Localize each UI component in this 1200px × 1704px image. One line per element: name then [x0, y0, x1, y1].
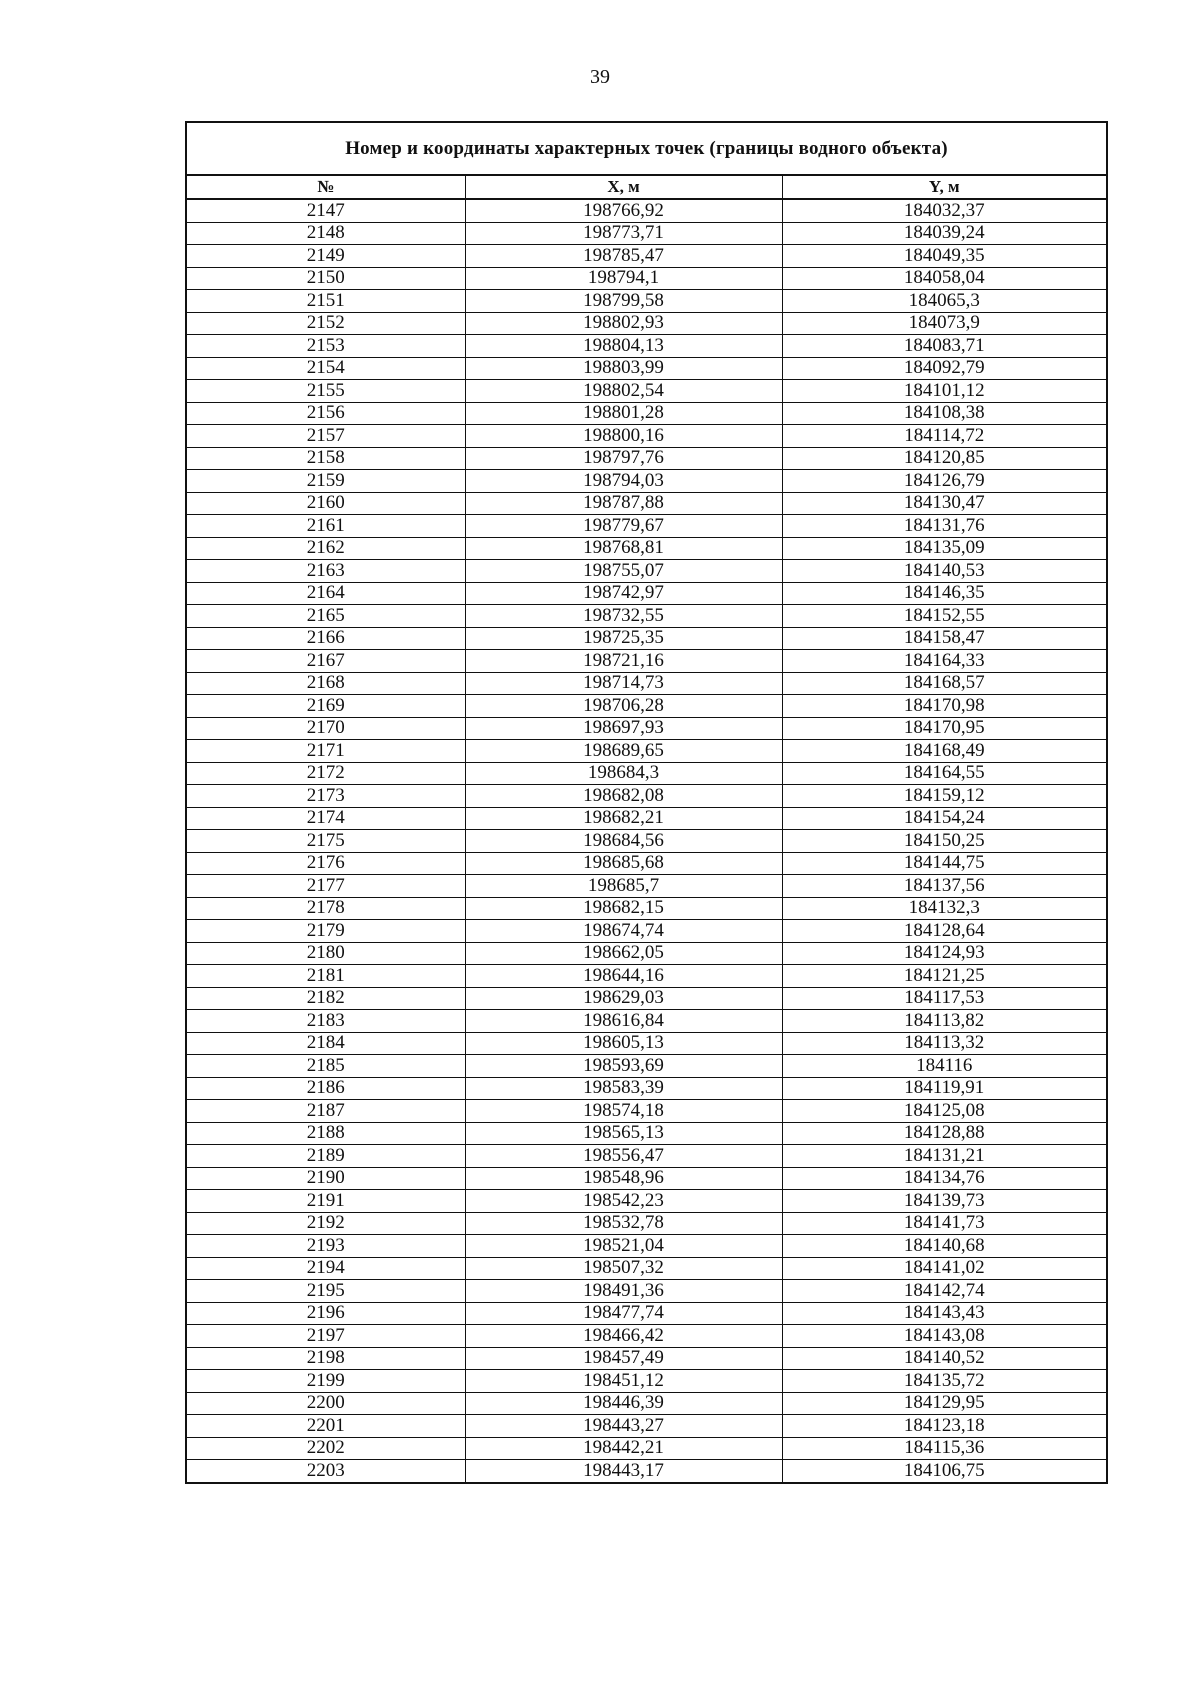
y-coordinate-cell: 184132,3: [782, 897, 1107, 920]
point-number-cell: 2202: [186, 1437, 465, 1460]
point-number-cell: 2159: [186, 470, 465, 493]
point-number-cell: 2183: [186, 1010, 465, 1033]
point-number-cell: 2172: [186, 762, 465, 785]
y-coordinate-cell: 184126,79: [782, 470, 1107, 493]
point-number-cell: 2163: [186, 560, 465, 583]
x-coordinate-cell: 198684,3: [465, 762, 782, 785]
y-coordinate-cell: 184032,37: [782, 199, 1107, 222]
y-coordinate-cell: 184170,95: [782, 717, 1107, 740]
table-row: [186, 627, 1107, 650]
x-coordinate-cell: 198800,16: [465, 425, 782, 448]
point-number-cell: 2177: [186, 875, 465, 898]
y-coordinate-cell: 184139,73: [782, 1190, 1107, 1213]
point-number-cell: 2186: [186, 1077, 465, 1100]
x-coordinate-cell: 198542,23: [465, 1190, 782, 1213]
table-row: [186, 1370, 1107, 1393]
table-row: [186, 762, 1107, 785]
table-row: [186, 807, 1107, 830]
table-row: [186, 740, 1107, 763]
point-number-cell: 2165: [186, 605, 465, 628]
y-coordinate-cell: 184150,25: [782, 830, 1107, 853]
y-coordinate-cell: 184129,95: [782, 1392, 1107, 1415]
table-row: [186, 1460, 1107, 1483]
x-coordinate-cell: 198766,92: [465, 199, 782, 222]
y-coordinate-cell: 184108,38: [782, 402, 1107, 425]
table-body: [186, 199, 1107, 1483]
point-number-cell: 2160: [186, 492, 465, 515]
point-number-cell: 2164: [186, 582, 465, 605]
point-number-cell: 2151: [186, 290, 465, 313]
x-coordinate-cell: 198689,65: [465, 740, 782, 763]
y-coordinate-cell: 184143,08: [782, 1325, 1107, 1348]
x-coordinate-cell: 198574,18: [465, 1100, 782, 1123]
x-coordinate-cell: 198548,96: [465, 1167, 782, 1190]
point-number-cell: 2175: [186, 830, 465, 853]
table-row: [186, 1100, 1107, 1123]
x-coordinate-cell: 198732,55: [465, 605, 782, 628]
point-number-cell: 2170: [186, 717, 465, 740]
y-coordinate-cell: 184143,43: [782, 1302, 1107, 1325]
point-number-cell: 2195: [186, 1280, 465, 1303]
x-coordinate-cell: 198785,47: [465, 245, 782, 268]
x-coordinate-cell: 198532,78: [465, 1212, 782, 1235]
x-coordinate-cell: 198801,28: [465, 402, 782, 425]
y-coordinate-cell: 184141,73: [782, 1212, 1107, 1235]
table-row: [186, 560, 1107, 583]
point-number-cell: 2167: [186, 650, 465, 673]
column-header-y: Y, м: [782, 175, 1107, 199]
table-row: [186, 695, 1107, 718]
table-row: [186, 1325, 1107, 1348]
x-coordinate-cell: 198644,16: [465, 965, 782, 988]
y-coordinate-cell: 184141,02: [782, 1257, 1107, 1280]
x-coordinate-cell: 198797,76: [465, 447, 782, 470]
table-row: [186, 605, 1107, 628]
y-coordinate-cell: 184120,85: [782, 447, 1107, 470]
x-coordinate-cell: 198684,56: [465, 830, 782, 853]
point-number-cell: 2158: [186, 447, 465, 470]
point-number-cell: 2179: [186, 920, 465, 943]
x-coordinate-cell: 198714,73: [465, 672, 782, 695]
coordinates-table: [185, 121, 1108, 1484]
table-row: [186, 1257, 1107, 1280]
point-number-cell: 2198: [186, 1347, 465, 1370]
y-coordinate-cell: 184083,71: [782, 335, 1107, 358]
y-coordinate-cell: 184106,75: [782, 1460, 1107, 1483]
table-row: [186, 335, 1107, 358]
table-row: [186, 1212, 1107, 1235]
x-coordinate-cell: 198803,99: [465, 357, 782, 380]
point-number-cell: 2197: [186, 1325, 465, 1348]
x-coordinate-cell: 198682,08: [465, 785, 782, 808]
x-coordinate-cell: 198755,07: [465, 560, 782, 583]
y-coordinate-cell: 184128,88: [782, 1122, 1107, 1145]
point-number-cell: 2153: [186, 335, 465, 358]
table-row: [186, 1302, 1107, 1325]
table-row: [186, 1055, 1107, 1078]
table-row: [186, 267, 1107, 290]
x-coordinate-cell: 198451,12: [465, 1370, 782, 1393]
y-coordinate-cell: 184114,72: [782, 425, 1107, 448]
x-coordinate-cell: 198794,1: [465, 267, 782, 290]
x-coordinate-cell: 198779,67: [465, 515, 782, 538]
x-coordinate-cell: 198507,32: [465, 1257, 782, 1280]
point-number-cell: 2171: [186, 740, 465, 763]
x-coordinate-cell: 198457,49: [465, 1347, 782, 1370]
table-row: [186, 830, 1107, 853]
x-coordinate-cell: 198802,54: [465, 380, 782, 403]
table-row: [186, 717, 1107, 740]
table-row: [186, 1145, 1107, 1168]
table-row: [186, 492, 1107, 515]
point-number-cell: 2188: [186, 1122, 465, 1145]
point-number-cell: 2162: [186, 537, 465, 560]
point-number-cell: 2169: [186, 695, 465, 718]
point-number-cell: 2155: [186, 380, 465, 403]
point-number-cell: 2203: [186, 1460, 465, 1483]
y-coordinate-cell: 184170,98: [782, 695, 1107, 718]
y-coordinate-cell: 184125,08: [782, 1100, 1107, 1123]
y-coordinate-cell: 184049,35: [782, 245, 1107, 268]
point-number-cell: 2196: [186, 1302, 465, 1325]
table-row: [186, 875, 1107, 898]
table-row: [186, 852, 1107, 875]
table-row: [186, 402, 1107, 425]
table-row: [186, 425, 1107, 448]
x-coordinate-cell: 198804,13: [465, 335, 782, 358]
y-coordinate-cell: 184140,52: [782, 1347, 1107, 1370]
x-coordinate-cell: 198466,42: [465, 1325, 782, 1348]
table-row: [186, 965, 1107, 988]
table-row: [186, 447, 1107, 470]
x-coordinate-cell: 198556,47: [465, 1145, 782, 1168]
y-coordinate-cell: 184158,47: [782, 627, 1107, 650]
y-coordinate-cell: 184117,53: [782, 987, 1107, 1010]
table-row: [186, 1235, 1107, 1258]
y-coordinate-cell: 184115,36: [782, 1437, 1107, 1460]
y-coordinate-cell: 184168,57: [782, 672, 1107, 695]
x-coordinate-cell: 198768,81: [465, 537, 782, 560]
table-row: [186, 1280, 1107, 1303]
table-row: [186, 1167, 1107, 1190]
table-row: [186, 245, 1107, 268]
point-number-cell: 2194: [186, 1257, 465, 1280]
table-row: [186, 942, 1107, 965]
y-coordinate-cell: 184113,82: [782, 1010, 1107, 1033]
y-coordinate-cell: 184101,12: [782, 380, 1107, 403]
table-row: [186, 1190, 1107, 1213]
y-coordinate-cell: 184073,9: [782, 312, 1107, 335]
coordinates-table-container: [185, 121, 1106, 1484]
y-coordinate-cell: 184137,56: [782, 875, 1107, 898]
point-number-cell: 2152: [186, 312, 465, 335]
x-coordinate-cell: 198685,7: [465, 875, 782, 898]
y-coordinate-cell: 184116: [782, 1055, 1107, 1078]
x-coordinate-cell: 198682,15: [465, 897, 782, 920]
point-number-cell: 2201: [186, 1415, 465, 1438]
y-coordinate-cell: 184142,74: [782, 1280, 1107, 1303]
y-coordinate-cell: 184134,76: [782, 1167, 1107, 1190]
y-coordinate-cell: 184123,18: [782, 1415, 1107, 1438]
point-number-cell: 2154: [186, 357, 465, 380]
point-number-cell: 2200: [186, 1392, 465, 1415]
point-number-cell: 2176: [186, 852, 465, 875]
x-coordinate-cell: 198794,03: [465, 470, 782, 493]
page-number: 39: [590, 66, 610, 88]
table-row: [186, 672, 1107, 695]
table-title-row: [186, 122, 1107, 175]
table-row: [186, 1032, 1107, 1055]
x-coordinate-cell: 198721,16: [465, 650, 782, 673]
point-number-cell: 2147: [186, 199, 465, 222]
point-number-cell: 2150: [186, 267, 465, 290]
table-title: Номер и координаты характерных точек (границы водного объекта): [186, 122, 1107, 175]
y-coordinate-cell: 184131,76: [782, 515, 1107, 538]
point-number-cell: 2192: [186, 1212, 465, 1235]
y-coordinate-cell: 184146,35: [782, 582, 1107, 605]
table-row: [186, 785, 1107, 808]
point-number-cell: 2193: [186, 1235, 465, 1258]
x-coordinate-cell: 198697,93: [465, 717, 782, 740]
x-coordinate-cell: 198773,71: [465, 222, 782, 245]
point-number-cell: 2157: [186, 425, 465, 448]
table-row: [186, 897, 1107, 920]
table-row: [186, 357, 1107, 380]
x-coordinate-cell: 198521,04: [465, 1235, 782, 1258]
y-coordinate-cell: 184135,72: [782, 1370, 1107, 1393]
y-coordinate-cell: 184168,49: [782, 740, 1107, 763]
table-row: [186, 515, 1107, 538]
point-number-cell: 2178: [186, 897, 465, 920]
x-coordinate-cell: 198491,36: [465, 1280, 782, 1303]
point-number-cell: 2180: [186, 942, 465, 965]
table-row: [186, 290, 1107, 313]
point-number-cell: 2173: [186, 785, 465, 808]
x-coordinate-cell: 198725,35: [465, 627, 782, 650]
y-coordinate-cell: 184065,3: [782, 290, 1107, 313]
point-number-cell: 2184: [186, 1032, 465, 1055]
y-coordinate-cell: 184113,32: [782, 1032, 1107, 1055]
point-number-cell: 2149: [186, 245, 465, 268]
x-coordinate-cell: 198682,21: [465, 807, 782, 830]
table-row: [186, 582, 1107, 605]
y-coordinate-cell: 184092,79: [782, 357, 1107, 380]
y-coordinate-cell: 184140,53: [782, 560, 1107, 583]
x-coordinate-cell: 198616,84: [465, 1010, 782, 1033]
table-row: [186, 920, 1107, 943]
x-coordinate-cell: 198799,58: [465, 290, 782, 313]
x-coordinate-cell: 198443,27: [465, 1415, 782, 1438]
y-coordinate-cell: 184039,24: [782, 222, 1107, 245]
x-coordinate-cell: 198629,03: [465, 987, 782, 1010]
point-number-cell: 2181: [186, 965, 465, 988]
table-row: [186, 470, 1107, 493]
point-number-cell: 2185: [186, 1055, 465, 1078]
table-row: [186, 1437, 1107, 1460]
table-row: [186, 1077, 1107, 1100]
x-coordinate-cell: 198565,13: [465, 1122, 782, 1145]
x-coordinate-cell: 198742,97: [465, 582, 782, 605]
table-row: [186, 1122, 1107, 1145]
x-coordinate-cell: 198787,88: [465, 492, 782, 515]
x-coordinate-cell: 198477,74: [465, 1302, 782, 1325]
table-row: [186, 650, 1107, 673]
table-row: [186, 222, 1107, 245]
point-number-cell: 2190: [186, 1167, 465, 1190]
y-coordinate-cell: 184164,33: [782, 650, 1107, 673]
point-number-cell: 2199: [186, 1370, 465, 1393]
y-coordinate-cell: 184121,25: [782, 965, 1107, 988]
column-header-number: №: [186, 175, 465, 199]
table-row: [186, 312, 1107, 335]
x-coordinate-cell: 198802,93: [465, 312, 782, 335]
point-number-cell: 2174: [186, 807, 465, 830]
x-coordinate-cell: 198674,74: [465, 920, 782, 943]
y-coordinate-cell: 184128,64: [782, 920, 1107, 943]
x-coordinate-cell: 198442,21: [465, 1437, 782, 1460]
table-row: [186, 1392, 1107, 1415]
y-coordinate-cell: 184159,12: [782, 785, 1107, 808]
x-coordinate-cell: 198605,13: [465, 1032, 782, 1055]
x-coordinate-cell: 198593,69: [465, 1055, 782, 1078]
x-coordinate-cell: 198583,39: [465, 1077, 782, 1100]
y-coordinate-cell: 184144,75: [782, 852, 1107, 875]
table-header-row: [186, 175, 1107, 199]
point-number-cell: 2148: [186, 222, 465, 245]
y-coordinate-cell: 184152,55: [782, 605, 1107, 628]
x-coordinate-cell: 198706,28: [465, 695, 782, 718]
x-coordinate-cell: 198662,05: [465, 942, 782, 965]
y-coordinate-cell: 184119,91: [782, 1077, 1107, 1100]
y-coordinate-cell: 184164,55: [782, 762, 1107, 785]
column-header-x: X, м: [465, 175, 782, 199]
y-coordinate-cell: 184058,04: [782, 267, 1107, 290]
y-coordinate-cell: 184131,21: [782, 1145, 1107, 1168]
point-number-cell: 2161: [186, 515, 465, 538]
table-row: [186, 1415, 1107, 1438]
point-number-cell: 2191: [186, 1190, 465, 1213]
point-number-cell: 2156: [186, 402, 465, 425]
table-row: [186, 199, 1107, 222]
table-row: [186, 987, 1107, 1010]
table-row: [186, 537, 1107, 560]
table-row: [186, 1347, 1107, 1370]
point-number-cell: 2166: [186, 627, 465, 650]
point-number-cell: 2168: [186, 672, 465, 695]
y-coordinate-cell: 184130,47: [782, 492, 1107, 515]
point-number-cell: 2182: [186, 987, 465, 1010]
y-coordinate-cell: 184140,68: [782, 1235, 1107, 1258]
table-row: [186, 380, 1107, 403]
y-coordinate-cell: 184124,93: [782, 942, 1107, 965]
y-coordinate-cell: 184135,09: [782, 537, 1107, 560]
point-number-cell: 2189: [186, 1145, 465, 1168]
x-coordinate-cell: 198446,39: [465, 1392, 782, 1415]
point-number-cell: 2187: [186, 1100, 465, 1123]
table-row: [186, 1010, 1107, 1033]
x-coordinate-cell: 198443,17: [465, 1460, 782, 1483]
x-coordinate-cell: 198685,68: [465, 852, 782, 875]
y-coordinate-cell: 184154,24: [782, 807, 1107, 830]
